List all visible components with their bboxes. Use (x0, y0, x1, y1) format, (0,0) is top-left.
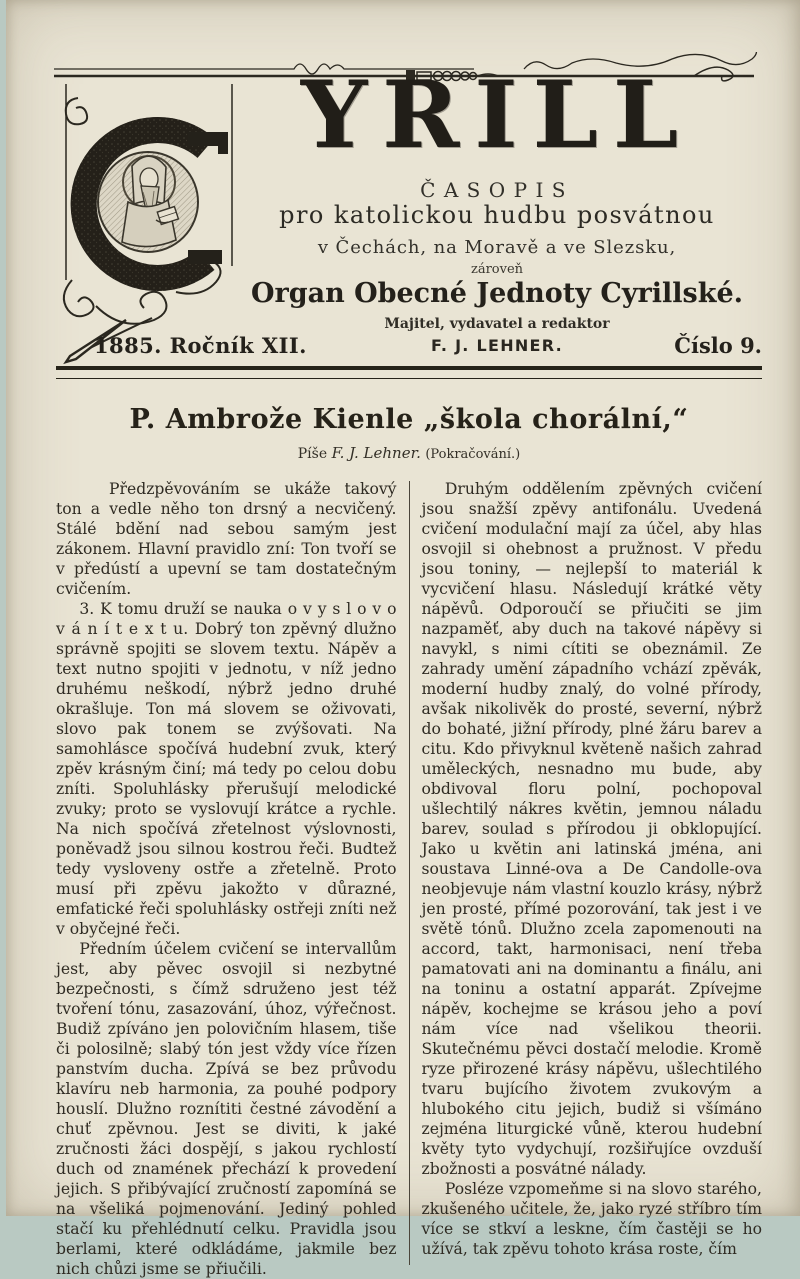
article-paragraph: Posléze vzpomeňme si na slovo starého, zkušeného učitele, že, jako ryzé stříbro tím více se stkví a leskne, čím častěji se ho užívá, tak zpěvu tohoto krása roste, čím (421, 1180, 762, 1258)
left-column (56, 479, 397, 1279)
article-columns (56, 479, 762, 1279)
article-paragraph: Předzpěvováním se ukáže takový ton a vedle něho ton drsný a necvičený. Stálé bdění nad sebou samým jest zákonem. Hlavní pravidlo zní: Ton tvoří se v předústí a upevní se tam dostatečným cvičením. (56, 480, 397, 598)
masthead-rule (56, 366, 762, 379)
masthead-zaroven: zároveň (470, 262, 524, 277)
byline-prefix: Píše (297, 446, 328, 462)
masthead-organ-line: Organ Obecné Jednoty Cyrillské. (250, 278, 744, 309)
magazine-page (6, 0, 800, 1278)
article (56, 392, 762, 1279)
article-paragraph: Druhým oddělením zpěvných cvičení jsou snažší zpěvy antifonálu. Uvedená cvičení modulační mají za účel, aby hlas osvojil si ohebnost a pružnost. V předu jsou toniny, — nejlepší to materiál k vycvičení hlasu. Následují krátké věty nápěvů. Odporoučí se přiučiti se jim nazpaměť, aby duch na takové nápěvy si navykl, s nimi cítiti se obeznámil. Ze zahrady umění západního vchází zpěvák, moderní hudby znalý, do volné přírody, avšak nikolivěk do prosté, severní, nýbrž do bohaté, jižní přírody, plné žáru barev a citu. Kdo přivyknul květeně našich zahrad uměleckých, nesnadno mu bude, aby obdivoval floru polní, pochopoval ušlechtilý nákres květin, jemnou náladu barev, soulad s přírodou ji obklopující. Jako u květin ani latinská jména, ani soustava Linné-ova a De Candolle-ova neobjevuje nám vlastní kouzlo krásy, nýbrž jen prosté, přímé pozorování, tak jest i ve světě tónů. Dlužno zcela zapomenouti na accord, takt, harmonisaci, není třeba pamatovati ani na dominantu a finálu, ani na toninu a ostatní apparát. Zpívejme nápěv, kochejme se krásou jeho a poví nám více nad všelikou theorii. Skutečnému pěvci dostačí melodie. Kromě ryze přirozené krásy nápěvu, ušlechtilého tvaru bujícího životem zvukovým a hlubokého citu jejich, budiž si všímáno zejména liturgické vůně, kterou hudební květy tyto vydychují, rozšiřujíce ovzduší zbožnosti a posvátné nálady. (421, 480, 762, 1178)
masthead-region-line: v Čechách, na Moravě a ve Slezsku, (317, 237, 677, 258)
masthead (6, 0, 800, 372)
byline-author: F. J. Lehner. (331, 444, 421, 462)
article-paragraph: 3. K tomu druží se nauka o v y s l o v o v á n í t e x t u. Dobrý ton zpěvný dlužno správně spojiti se slovem textu. Nápěv a text nutno spojiti v jednotu, v níž jedno druhému neškodí, nýbrž jedno druhé okrašluje. Ton má slovem se oživovati, slovo pak tonem se zvýšovati. Na samohlásce spočívá hudební zvuk, který zpěv krásným činí; má tedy po celou dobu zníti. Spoluhlásky přerušují melodické zvuky; proto se vyslovují krátce a rychle. Na nich spočívá zřetelnost výslovnosti, poněvadž jsou silnou kostrou řeči. Budtež tedy vysloveny ostře a zřetelně. Proto musí při zpěvu jakožto v důrazné, emfatické řeči spoluhlásky ostřeji zníti než v obyčejné řeči. (56, 600, 397, 938)
byline-note: (Pokračování.) (425, 447, 521, 462)
masthead-title: YRILL (300, 60, 694, 169)
article-title: P. Ambrože Kienle „škola chorální,“ (129, 404, 689, 435)
publisher-name: F. J. LEHNER. (431, 336, 563, 355)
right-column (422, 479, 763, 1279)
year-volume: 1885. Ročník XII. (94, 333, 307, 358)
column-divider (409, 481, 411, 1265)
article-byline (56, 444, 762, 462)
article-paragraph: Předním účelem cvičení se intervallům jest, aby pěvec osvojil si nezbytné bezpečnosti, s čímž sdruženo jest též tvoření tónu, zasazování, úhoz, výřečnost. Budiž zpíváno jen polovičním hlasem, tiše či polosilně; slabý tón jest vždy více řízen panstvím ducha. Zpívá se bez průvodu klavíru neb harmonia, za pouhé podpory houslí. Dlužno roznítiti čestné závodění a chuť zpěvnou. Jest se diviti, k jaké zručnosti žáci dospějí, s jakou rychlostí duch od znamének přechází k provedení jejich. S přibývající zručností zapomíná se na všeliká pojmenování. Jediný pohled stačí ku přehlédnutí celku. Pravidla jsou berlami, které odkládáme, jakmile bez nich chůzi jsme se přiučili. (56, 940, 397, 1278)
publisher-label: Majitel, vydavatel a redaktor (384, 316, 610, 332)
masthead-subtitle: pro katolickou hudbu posvátnou (279, 201, 715, 229)
issue-number: Číslo 9. (674, 333, 762, 358)
masthead-casopis: ČASOPIS (420, 178, 574, 202)
initial-c-medallion-icon (56, 70, 242, 366)
